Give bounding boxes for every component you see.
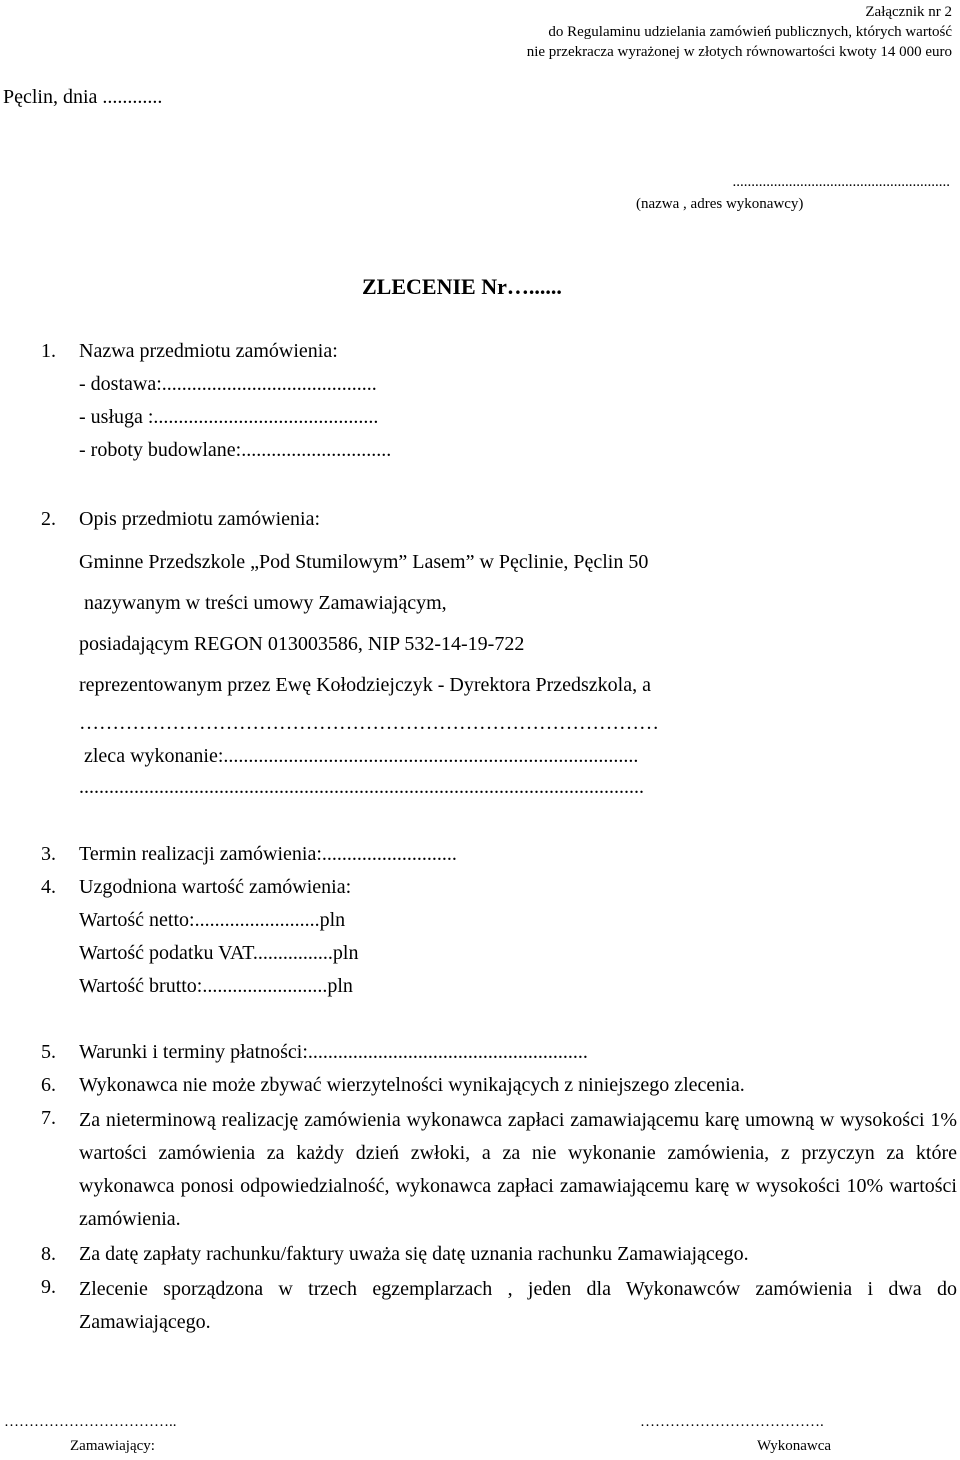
section1-item-works: - roboty budowlane:.............................. bbox=[79, 439, 392, 461]
section1-heading: Nazwa przedmiotu zamówienia: bbox=[79, 340, 338, 362]
signature-label-contractor: Wykonawca bbox=[757, 1438, 832, 1454]
section4-gross: Wartość brutto:.........................pln bbox=[79, 975, 353, 997]
section9-text: Zlecenie sporządzona w trzech egzemplarzach , jeden dla Wykonawców zamówienia i dwa do Zamawiającego. bbox=[79, 1278, 957, 1333]
place-date: Pęclin, dnia ............ bbox=[3, 86, 163, 108]
section4-number: 4. bbox=[41, 876, 56, 898]
section7-text: Za nieterminową realizację zamówienia wykonawca zapłaci zamawiającemu karę umowną w wysokości 1% wartości zamówienia za każdy dzień zwłoki, a za nie wykonanie zamówienia, z przyczyn za które wykonawca ponosi odpowiedzialność, wykonawca zapłaci zamawiającemu karę w wysokości 10% wartości zamówienia. bbox=[79, 1109, 957, 1230]
section2-line: Gminne Przedszkole „Pod Stumilowym” Lasem” w Pęclinie, Pęclin 50 bbox=[79, 551, 649, 573]
section4-net: Wartość netto:.........................pln bbox=[79, 909, 346, 931]
annex-regulation: do Regulaminu udzielania zamówień publicznych, których wartość bbox=[548, 24, 952, 40]
section6-text: Wykonawca nie może zbywać wierzytelności wynikających z niniejszego zlecenia. bbox=[79, 1074, 745, 1096]
contractor-dots: .......................................................... bbox=[732, 174, 950, 190]
annex-threshold: nie przekracza wyrażonej w złotych równowartości kwoty 14 000 euro bbox=[526, 44, 952, 60]
contractor-caption: (nazwa , adres wykonawcy) bbox=[636, 196, 804, 212]
section4-heading: Uzgodniona wartość zamówienia: bbox=[79, 876, 352, 898]
signature-label-orderer: Zamawiający: bbox=[70, 1438, 155, 1454]
section3-number: 3. bbox=[41, 843, 56, 865]
section8-number: 8. bbox=[41, 1243, 56, 1265]
section6-number: 6. bbox=[41, 1074, 56, 1096]
section2-heading: Opis przedmiotu zamówienia: bbox=[79, 508, 321, 530]
section9-number: 9. bbox=[41, 1276, 56, 1298]
section8-text: Za datę zapłaty rachunku/faktury uważa się datę uznania rachunku Zamawiającego. bbox=[79, 1243, 749, 1265]
section2-line: ................................................................................................................. bbox=[79, 776, 644, 798]
section1-item-service: - usługa :............................................. bbox=[79, 406, 379, 428]
section2-line: reprezentowanym przez Ewę Kołodziejczyk - Dyrektora Przedszkola, a bbox=[79, 674, 651, 696]
section2-number: 2. bbox=[41, 508, 56, 530]
section5-number: 5. bbox=[41, 1041, 56, 1063]
section2-line: …………………………………………………………………………… bbox=[79, 712, 659, 734]
section7-number: 7. bbox=[41, 1107, 56, 1129]
order-title: ZLECENIE Nr…...... bbox=[362, 274, 562, 299]
section2-line: zleca wykonanie:................................................................................... bbox=[84, 745, 639, 767]
signature-line-contractor: ………………………………. bbox=[640, 1414, 824, 1430]
annex-number: Załącznik nr 2 bbox=[865, 4, 952, 20]
section1-item-supply: - dostawa:........................................... bbox=[79, 373, 377, 395]
section5-text: Warunki i terminy płatności:........................................................ bbox=[79, 1041, 588, 1063]
section2-line: posiadającym REGON 013003586, NIP 532-14-19-722 bbox=[79, 633, 525, 655]
section3-text: Termin realizacji zamówienia:........................... bbox=[79, 843, 457, 865]
signature-line-orderer: …………………………….. bbox=[4, 1414, 177, 1430]
section4-vat: Wartość podatku VAT................pln bbox=[79, 942, 359, 964]
section2-line: nazywanym w treści umowy Zamawiającym, bbox=[84, 592, 447, 614]
section1-number: 1. bbox=[41, 340, 56, 362]
